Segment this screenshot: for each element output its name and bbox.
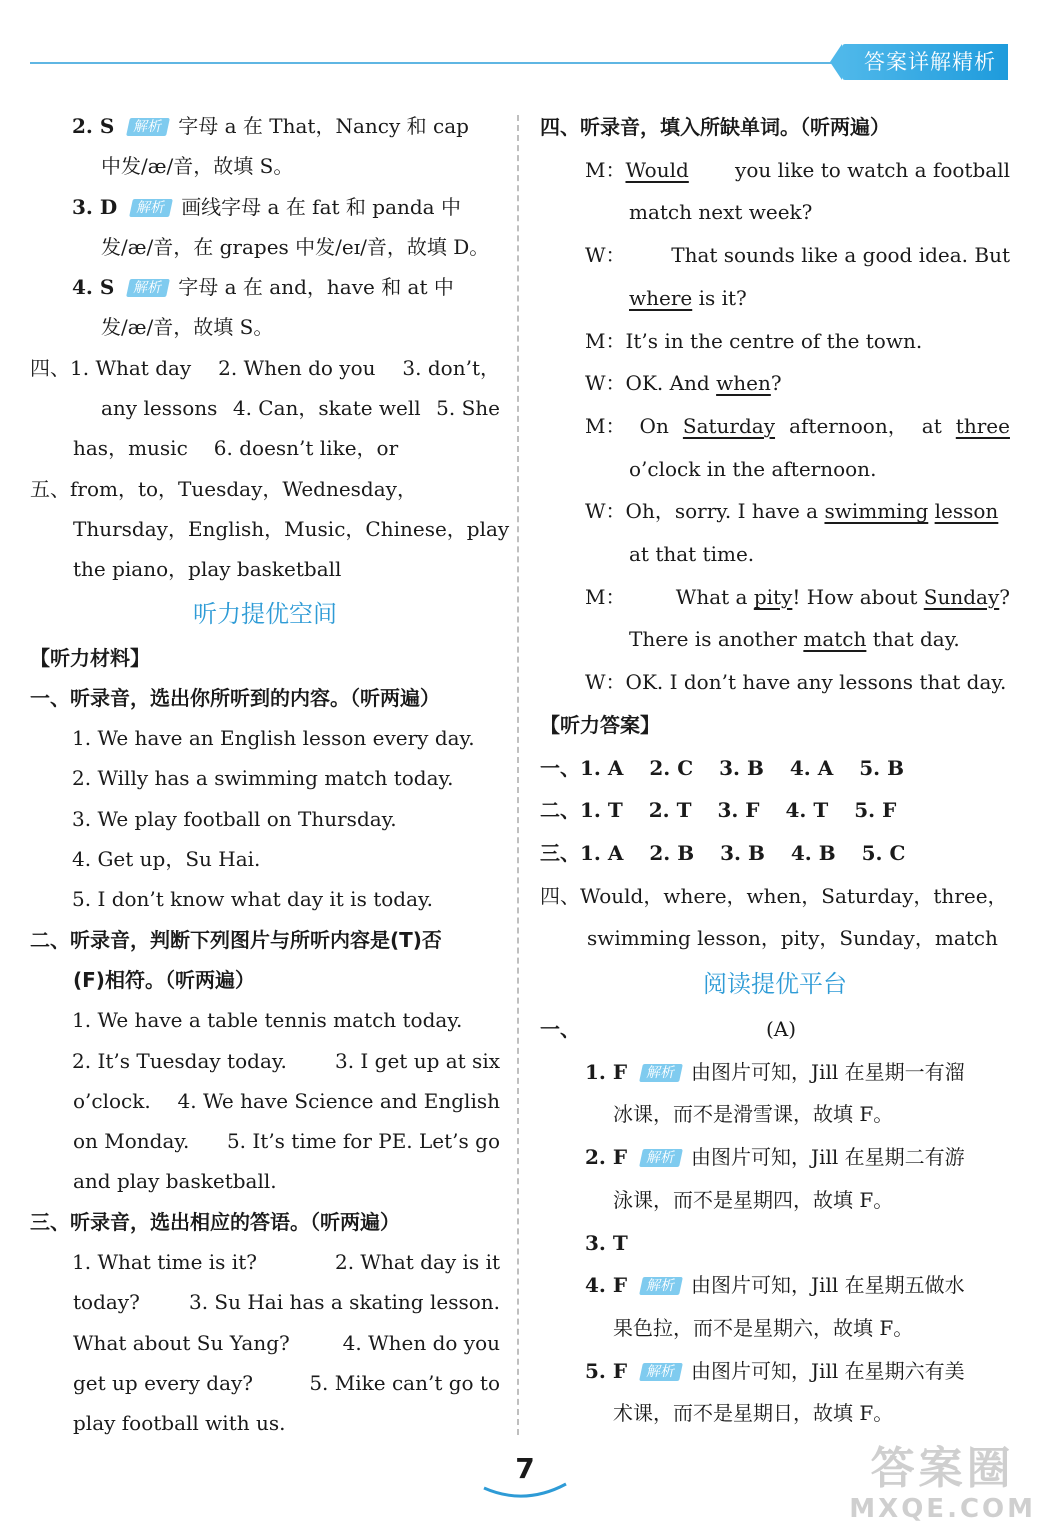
answer-line — [30, 388, 500, 428]
dialog-text: W：OK. And — [585, 371, 710, 396]
watermark-url: MXQE.COM — [849, 1494, 1036, 1524]
reading-heading — [540, 1008, 1010, 1051]
answer-item: 3. F — [717, 798, 760, 823]
dialog-text: On — [639, 413, 669, 438]
answer-item: 4. B — [790, 840, 836, 865]
answer-text: has，music — [73, 436, 188, 461]
filled-word: swimming — [824, 499, 929, 524]
answer-number: 1. F — [585, 1059, 628, 1084]
material-text: 2. It’s Tuesday today. — [72, 1048, 287, 1073]
material-text: on Monday. — [73, 1129, 190, 1154]
speaker: M： — [585, 157, 626, 182]
reading-answer — [540, 1051, 1010, 1094]
reading-part: (A) — [766, 1017, 797, 1042]
material-text: today? — [73, 1290, 140, 1315]
analysis-tag: 解析 — [639, 1149, 683, 1167]
material-line — [30, 1242, 500, 1282]
answer-item: 3. B — [720, 840, 765, 865]
dialog-line: match next week? — [629, 200, 813, 225]
material-line: 4. Get up，Su Hai. — [72, 847, 261, 872]
answer-line — [30, 187, 500, 227]
dialog-text: ! How about — [792, 584, 918, 609]
speaker: M： — [585, 413, 626, 438]
material-text: 2. What day is it — [334, 1250, 500, 1275]
filled-word: Sunday — [923, 584, 1000, 609]
filled-word: when — [716, 371, 771, 396]
answer-text: 四、1. What day — [30, 355, 192, 380]
dialog-text: ? — [770, 371, 782, 396]
answer-number: 5. F — [585, 1358, 628, 1383]
answer-number: 4. F — [585, 1273, 628, 1298]
answer-number: 4. S — [72, 275, 115, 300]
answer-item: 二、1. T — [540, 798, 623, 823]
answer-line: the piano，play basketball — [73, 557, 342, 582]
column-divider — [517, 115, 519, 1435]
dialog-line — [540, 234, 1010, 277]
answer-text: 6. doesn’t like，or — [213, 436, 399, 461]
section-title-listening: 听力提优空间 — [193, 599, 337, 628]
analysis-tag: 解析 — [639, 1277, 683, 1295]
analysis-tag: 解析 — [126, 279, 170, 297]
question-heading: 二、听录音，判断下列图片与所听内容是(T)否 — [30, 927, 442, 952]
header-badge: 答案详解精析 — [842, 44, 1008, 80]
material-line: 2. Willy has a swimming match today. — [72, 766, 454, 791]
dialog-text: ? — [999, 584, 1010, 609]
filled-word: Would — [625, 157, 689, 182]
material-text: 4. When do you — [342, 1330, 500, 1355]
watermark-logo: 答案圈 — [870, 1443, 1015, 1494]
question-heading: 三、听录音，选出相应的答语。（听两遍） — [30, 1209, 400, 1234]
material-line — [30, 1282, 500, 1322]
answer-item: 2. C — [649, 755, 694, 780]
answer-row: 四、Would，where，when，Saturday，three， — [540, 883, 1008, 908]
filled-word: pity — [753, 584, 793, 609]
answer-item: 一、1. A — [540, 755, 624, 780]
material-line — [30, 1121, 500, 1161]
reading-answer: 术课，而不是星期日，故填 F。 — [613, 1401, 894, 1426]
dialog-text: afternoon， — [789, 413, 908, 438]
answer-number: 2. S — [72, 114, 115, 138]
answer-row — [540, 747, 1010, 790]
dialog-text: That sounds like a good idea. But — [671, 243, 1010, 268]
analysis-tag: 解析 — [129, 199, 173, 217]
analysis-tag: 解析 — [639, 1064, 683, 1082]
watermark — [849, 1444, 1036, 1524]
material-line: play football with us. — [73, 1411, 286, 1436]
reading-number: 一、 — [540, 1017, 580, 1042]
dialog-text: What a — [675, 584, 748, 609]
dialog-line — [540, 490, 1010, 533]
answer-text: 由图片可知，Jill 在星期一有溜 — [691, 1059, 965, 1084]
answer-line — [30, 428, 500, 468]
section-title-reading: 阅读提优平台 — [703, 970, 847, 999]
answer-text: 2. When do you — [218, 355, 376, 380]
answer-item: 5. F — [854, 798, 897, 823]
material-text: get up every day? — [73, 1370, 254, 1395]
answer-text: 由图片可知，Jill 在星期五做水 — [691, 1273, 965, 1298]
reading-answer: 果色拉，而不是星期六，故填 F。 — [613, 1315, 914, 1340]
answer-line: Thursday，English，Music，Chinese，play — [73, 516, 510, 541]
dialog-line — [540, 277, 1010, 320]
answer-text: 画线字母 a 在 fat 和 panda 中 — [181, 194, 461, 219]
material-text: 3. Su Hai has a skating lesson. — [188, 1290, 500, 1315]
material-line: 3. We play football on Thursday. — [72, 806, 397, 831]
reading-answer: 泳课，而不是星期四，故填 F。 — [613, 1187, 894, 1212]
question-heading: (F)相符。（听两遍） — [73, 967, 255, 992]
dialog-line — [540, 149, 1010, 192]
material-text: 5. It’s time for PE. Let’s go — [226, 1129, 500, 1154]
answer-number: 2. F — [585, 1145, 628, 1170]
filled-word: Saturday — [682, 413, 776, 438]
material-line: 1. We have an English lesson every day. — [72, 726, 475, 751]
answer-number: 3. T — [585, 1230, 628, 1255]
material-line — [30, 1323, 500, 1363]
speaker: W： — [585, 243, 626, 268]
filled-word: three — [955, 413, 1010, 438]
dialog-line: W：OK. I don’t have any lessons that day. — [585, 670, 1007, 695]
dialog-text: is it? — [698, 285, 747, 310]
material-line — [30, 1363, 500, 1403]
right-column — [540, 106, 1010, 1435]
page-swoosh-icon — [480, 1480, 570, 1502]
material-text: What about Su Yang? — [73, 1330, 290, 1355]
left-column — [30, 106, 510, 1444]
answer-text: 3. don’t， — [402, 355, 500, 380]
answer-line: 中发/æ/音，故填 S。 — [101, 154, 294, 179]
reading-answer — [540, 1350, 1010, 1393]
material-heading: 【听力材料】 — [30, 645, 150, 670]
material-line — [30, 1041, 500, 1081]
reading-answer — [540, 1136, 1010, 1179]
dialog-text: that day. — [872, 627, 960, 652]
answer-item: 4. A — [789, 755, 834, 780]
dialog-line: at that time. — [629, 542, 755, 567]
reading-answer — [540, 1264, 1010, 1307]
dialog-text: at — [921, 413, 942, 438]
material-line — [30, 1081, 500, 1121]
answer-line: 五、from，to，Tuesday，Wednesday， — [30, 476, 417, 501]
speaker: M： — [585, 584, 626, 609]
answer-number: 3. D — [72, 194, 118, 219]
answer-item: 5. B — [859, 755, 904, 780]
dialog-line — [540, 618, 1010, 661]
dialog-line — [540, 405, 1010, 448]
answer-line — [30, 267, 500, 307]
answer-heading: 【听力答案】 — [540, 712, 660, 737]
dialog-line: M：It’s in the centre of the town. — [585, 328, 923, 353]
answer-item: 3. B — [719, 755, 764, 780]
answer-item: 4. T — [785, 798, 829, 823]
analysis-tag: 解析 — [639, 1363, 683, 1381]
dialog-line — [540, 576, 1010, 619]
answer-line: 发/æ/音，故填 S。 — [101, 315, 274, 340]
dialog-line: o’clock in the afternoon. — [629, 456, 877, 481]
question-heading: 四、听录音，填入所缺单词。（听两遍） — [540, 115, 890, 139]
answer-text: 字母 a 在 That，Nancy 和 cap — [178, 114, 469, 138]
question-heading: 一、听录音，选出你所听到的内容。（听两遍） — [30, 685, 440, 710]
dialog-text: W：Oh，sorry. I have a — [585, 499, 819, 524]
answer-item: 2. B — [649, 840, 695, 865]
page-number: 7 — [515, 1452, 535, 1485]
material-text: o’clock. — [73, 1088, 151, 1113]
material-line: and play basketball. — [73, 1169, 277, 1194]
material-text: 4. We have Science and English — [177, 1088, 500, 1113]
dialog-text: you like to watch a football — [735, 157, 1010, 182]
answer-item: 2. T — [648, 798, 692, 823]
answer-row — [540, 832, 1010, 875]
material-text: 5. Mike can’t go to — [309, 1370, 500, 1395]
material-line: 1. We have a table tennis match today. — [72, 1008, 463, 1033]
filled-word: where — [629, 285, 693, 310]
answer-line — [30, 348, 500, 388]
filled-word: match — [803, 627, 867, 652]
answer-text: 由图片可知，Jill 在星期六有美 — [691, 1358, 965, 1383]
material-text: 1. What time is it? — [72, 1250, 257, 1275]
filled-word: lesson — [934, 499, 999, 524]
answer-line: 发/æ/音，在 grapes 中发/eɪ/音，故填 D。 — [101, 234, 490, 259]
answer-row — [540, 789, 1010, 832]
answer-text: 字母 a 在 and，have 和 at 中 — [178, 275, 454, 300]
material-line: 5. I don’t know what day it is today. — [72, 887, 434, 912]
answer-row: swimming lesson，pity，Sunday，match — [587, 926, 998, 951]
material-text: 3. I get up at six — [334, 1048, 500, 1073]
analysis-tag: 解析 — [126, 118, 170, 136]
answer-text: 由图片可知，Jill 在星期二有游 — [691, 1145, 965, 1170]
answer-text: 4. Can，skate well — [232, 396, 421, 421]
header-rule — [30, 62, 850, 64]
dialog-text: There is another — [629, 627, 797, 652]
answer-text: 5. She — [436, 396, 500, 421]
answer-item: 5. C — [861, 840, 906, 865]
reading-answer: 冰课，而不是滑雪课，故填 F。 — [613, 1102, 894, 1127]
answer-text: any lessons — [101, 396, 218, 421]
answer-item: 三、1. A — [540, 840, 624, 865]
dialog-line — [540, 362, 1010, 405]
reading-answer — [540, 1222, 1010, 1265]
answer-line — [30, 106, 500, 146]
